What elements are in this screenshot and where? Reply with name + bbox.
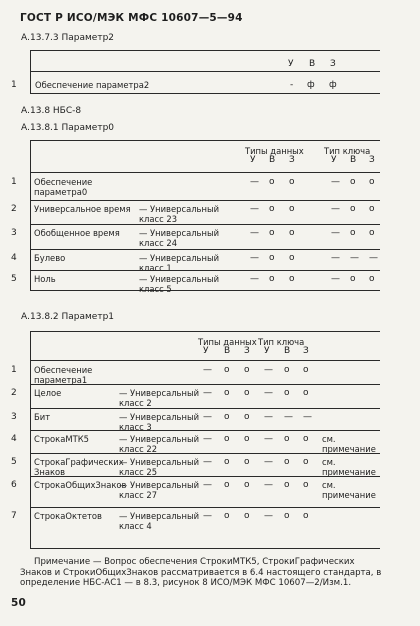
t3-row-label: СтрокаМТК5	[34, 434, 89, 444]
t2-row-rule	[30, 270, 380, 271]
t2-row-val: о	[350, 228, 356, 238]
t2-row-val: о	[289, 253, 295, 263]
t2-row-val: о	[269, 228, 275, 238]
t3-bottom-rule	[30, 548, 380, 549]
t2-row-val: о	[369, 274, 375, 284]
t2-row-class: — Универсальный класс 1	[139, 253, 220, 273]
t2-row-class: — Универсальный класс 5	[139, 274, 220, 294]
t3-col-0: У	[203, 346, 209, 356]
t2-row-val: —	[331, 253, 340, 263]
t2-row-val: —	[250, 177, 259, 187]
t3-row-rule	[30, 453, 380, 454]
t3-row-val: —	[203, 457, 212, 467]
t3-row-note: см. примечание	[322, 480, 376, 500]
t2-row-label: Универсальное время	[34, 204, 131, 214]
t1-row-val-z: ф	[329, 80, 337, 90]
t2-group-data-types: Типы данных	[245, 146, 304, 156]
t3-row-label: Обеспечение параметра1	[34, 365, 93, 385]
t3-row-val: —	[203, 412, 212, 422]
t1-row-val-v: ф	[307, 80, 315, 90]
t2-row-val: —	[369, 253, 378, 263]
t2-row-val: о	[369, 228, 375, 238]
t3-row-note: см. примечание	[322, 457, 376, 477]
t3-row-val: о	[224, 511, 230, 521]
t2-row-label: Обобщенное время	[34, 228, 120, 238]
t2-row-rule	[30, 224, 380, 225]
t3-row-label: Целое	[34, 388, 62, 398]
t3-row-val: —	[203, 511, 212, 521]
t3-left-rule	[30, 331, 31, 548]
t2-row-val: —	[250, 228, 259, 238]
t2-row-val: о	[289, 177, 295, 187]
t2-row-val: о	[350, 274, 356, 284]
t2-row-val: —	[331, 177, 340, 187]
t2-col-0: У	[250, 155, 256, 165]
t3-row-val: о	[244, 388, 250, 398]
t3-row-val: о	[244, 457, 250, 467]
t3-col-1: В	[224, 346, 231, 356]
t2-row-number: 5	[11, 274, 17, 284]
t1-row-val-u: -	[290, 80, 294, 90]
t2-row-class: — Универсальный класс 24	[139, 228, 220, 248]
t3-row-val: —	[264, 412, 273, 422]
t2-title: А.13.8.1 Параметр0	[21, 123, 115, 133]
t3-row-class: — Универсальный класс 4	[119, 511, 200, 531]
t1-row-number: 1	[11, 80, 17, 90]
t3-row-val: о	[284, 480, 290, 490]
t2-row-val: о	[289, 228, 295, 238]
t3-row-number: 1	[11, 365, 17, 375]
t3-col-2: З	[244, 346, 250, 356]
t3-row-val: о	[284, 388, 290, 398]
t3-row-number: 7	[11, 511, 17, 521]
t3-row-rule	[30, 430, 380, 431]
t3-row-val: о	[224, 365, 230, 375]
t2-row-val: о	[350, 204, 356, 214]
t2-row-val: о	[369, 204, 375, 214]
t2-group-key-type: Тип ключа	[324, 146, 371, 156]
t3-header-rule	[30, 360, 380, 361]
t2-row-val: о	[369, 177, 375, 187]
t3-row-val: о	[224, 388, 230, 398]
t3-group-key-type: Тип ключа	[258, 337, 305, 347]
t3-row-class: — Универсальный класс 27	[119, 480, 200, 500]
t3-row-val: о	[244, 511, 250, 521]
t3-row-val: —	[203, 480, 212, 490]
t3-row-val: о	[303, 457, 309, 467]
t3-row-val: —	[284, 412, 293, 422]
footnote: Примечание — Вопрос обеспечения СтрокиМТК5, СтрокиГрафических Знаков и СтрокиОбщихЗнаков рассматривается в 6.4 настоящего стандарта, в определение НБС-АС1 — в 8.3, рисунок 8 ИСО/МЭК МФС 10607—2/Изм.1.	[20, 557, 382, 588]
t1-row-label: Обеспечение параметра2	[35, 80, 150, 90]
t2-row-val: о	[269, 274, 275, 284]
t3-row-val: —	[264, 457, 273, 467]
t3-row-label: СтрокаОбщихЗнаков	[34, 480, 127, 490]
t3-row-note: см. примечание	[322, 434, 376, 454]
t1-header-rule	[30, 71, 380, 72]
t3-row-val: о	[244, 365, 250, 375]
t2-col-5: З	[369, 155, 375, 165]
t1-col-v: В	[309, 59, 316, 69]
t3-row-rule	[30, 384, 380, 385]
t2-col-2: З	[289, 155, 295, 165]
t3-row-val: о	[244, 412, 250, 422]
t2-row-number: 1	[11, 177, 17, 187]
t2-row-rule	[30, 249, 380, 250]
t2-row-val: —	[250, 204, 259, 214]
t3-row-val: —	[303, 412, 312, 422]
t3-row-val: о	[284, 365, 290, 375]
t2-row-val: —	[331, 274, 340, 284]
t2-row-val: —	[331, 204, 340, 214]
t3-row-rule	[30, 408, 380, 409]
t3-row-val: —	[203, 388, 212, 398]
t2-row-val: о	[269, 204, 275, 214]
t3-col-3: У	[264, 346, 270, 356]
t1-bottom-rule	[30, 93, 380, 94]
t3-row-val: —	[264, 511, 273, 521]
t2-header-rule	[30, 172, 380, 173]
t3-row-val: —	[264, 388, 273, 398]
t2-row-number: 3	[11, 228, 17, 238]
t2-left-rule	[30, 140, 31, 290]
t3-title: А.13.8.2 Параметр1	[21, 312, 115, 322]
t2-top-rule	[30, 140, 380, 141]
t3-row-class: — Универсальный класс 25	[119, 457, 200, 477]
t3-row-val: о	[303, 434, 309, 444]
t2-row-val: —	[331, 228, 340, 238]
t3-row-val: о	[284, 457, 290, 467]
t3-row-val: —	[264, 434, 273, 444]
t2-row-val: о	[350, 177, 356, 187]
t2-row-val: о	[269, 253, 275, 263]
t1-top-rule	[30, 50, 380, 51]
t2-row-label: Ноль	[34, 274, 56, 284]
t3-row-val: —	[264, 365, 273, 375]
t2-row-val: —	[250, 274, 259, 284]
t3-row-val: —	[264, 480, 273, 490]
t3-row-class: — Универсальный класс 2	[119, 388, 200, 408]
t3-row-val: о	[303, 365, 309, 375]
t3-col-5: З	[303, 346, 309, 356]
t3-row-val: о	[284, 511, 290, 521]
t3-row-label: Бит	[34, 412, 51, 422]
t3-row-rule	[30, 507, 380, 508]
t2-row-rule	[30, 200, 380, 201]
t2-row-val: о	[289, 274, 295, 284]
t3-top-rule	[30, 331, 380, 332]
t2-row-number: 2	[11, 204, 17, 214]
t1-title: А.13.7.3 Параметр2	[21, 33, 115, 43]
t3-row-val: о	[224, 412, 230, 422]
t2-row-val: —	[350, 253, 359, 263]
t3-row-number: 2	[11, 388, 17, 398]
t3-row-val: —	[203, 434, 212, 444]
t3-row-val: о	[284, 434, 290, 444]
t3-row-val: о	[303, 388, 309, 398]
t2-row-val: о	[269, 177, 275, 187]
t1-col-u: У	[288, 59, 294, 69]
t3-row-number: 3	[11, 412, 17, 422]
t2-row-number: 4	[11, 253, 17, 263]
t2-row-val: —	[250, 253, 259, 263]
t3-row-number: 6	[11, 480, 17, 490]
t3-row-val: о	[244, 434, 250, 444]
t3-row-rule	[30, 476, 380, 477]
t3-row-val: о	[303, 480, 309, 490]
t3-row-label: СтрокаОктетов	[34, 511, 102, 521]
t3-row-val: о	[224, 480, 230, 490]
t1-left-rule	[30, 50, 31, 93]
page-number: 50	[11, 597, 27, 609]
page-header: ГОСТ Р ИСО/МЭК МФС 10607—5—94	[20, 12, 243, 24]
t3-row-number: 4	[11, 434, 17, 444]
t2-row-val: о	[289, 204, 295, 214]
t2-col-4: В	[350, 155, 357, 165]
t3-row-class: — Универсальный класс 3	[119, 412, 200, 432]
t1-col-z: З	[330, 59, 336, 69]
t3-row-label: СтрокаГрафических Знаков	[34, 457, 124, 477]
t2-row-class: — Универсальный класс 23	[139, 204, 220, 224]
t3-col-4: В	[284, 346, 291, 356]
t3-row-val: о	[244, 480, 250, 490]
t2-row-label: Обеспечение параметра0	[34, 177, 93, 197]
section-a138: А.13.8 НБС-8	[21, 106, 82, 116]
t3-row-class: — Универсальный класс 22	[119, 434, 200, 454]
t3-row-number: 5	[11, 457, 17, 467]
t3-group-data-types: Типы данных	[198, 337, 257, 347]
t3-row-val: о	[303, 511, 309, 521]
t2-row-label: Булево	[34, 253, 66, 263]
t2-col-1: В	[269, 155, 276, 165]
t3-row-val: о	[224, 457, 230, 467]
t3-row-val: о	[224, 434, 230, 444]
t2-col-3: У	[331, 155, 337, 165]
t3-row-val: —	[203, 365, 212, 375]
